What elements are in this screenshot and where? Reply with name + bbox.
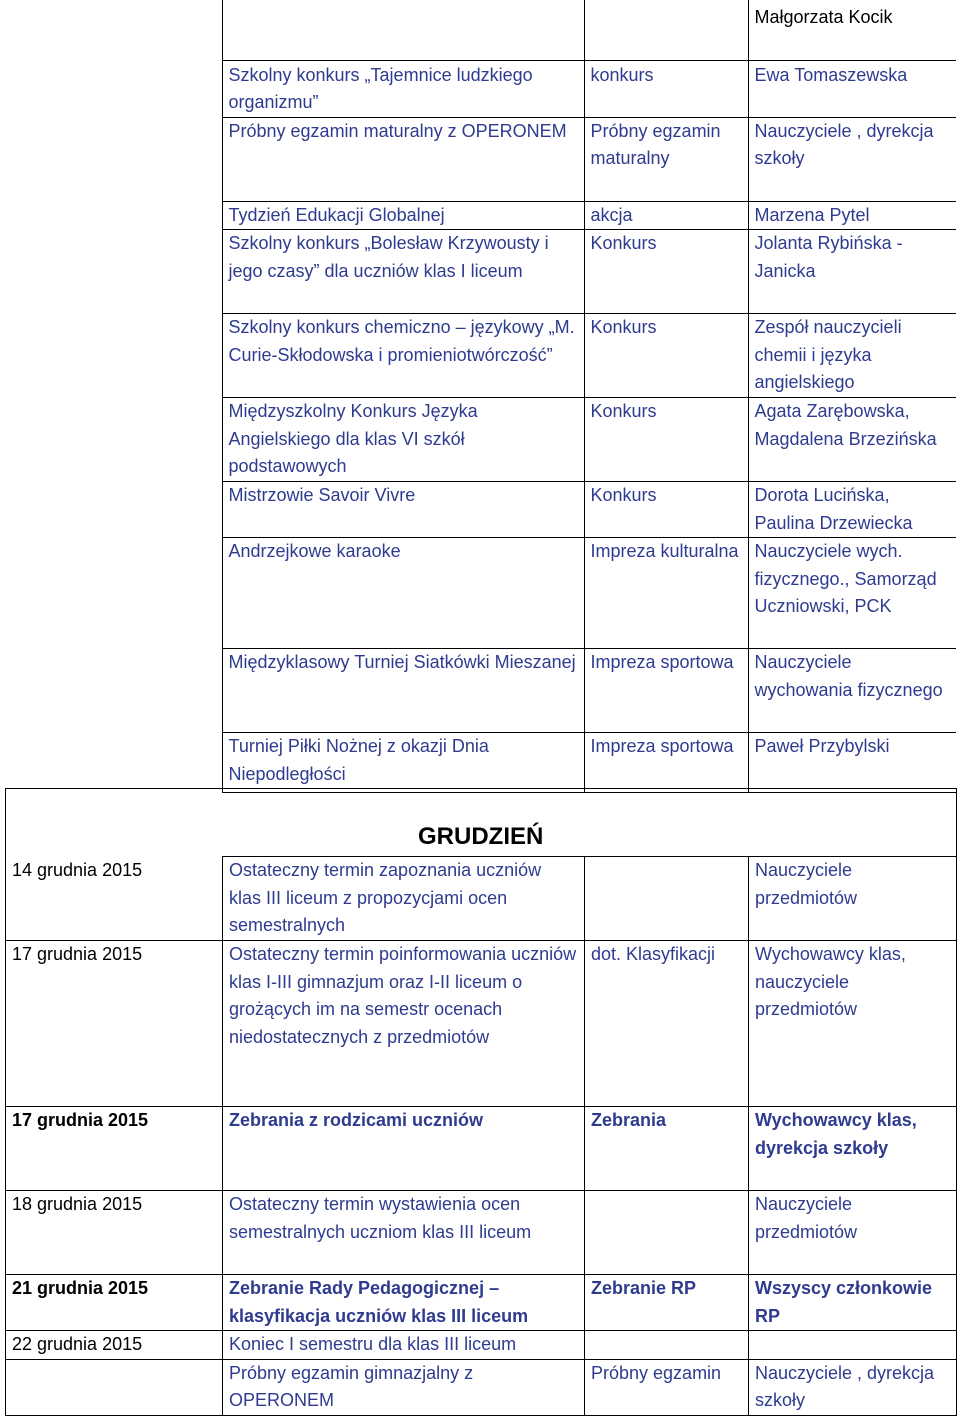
responsible-cell xyxy=(748,649,956,733)
date-cell xyxy=(6,1359,223,1415)
event-cell xyxy=(222,201,584,230)
responsible-cell xyxy=(748,201,956,230)
type-cell xyxy=(585,1359,749,1415)
event-text: Zebrania z rodzicami uczniów xyxy=(229,1110,484,1130)
responsible-cell xyxy=(749,1275,957,1331)
event-text: Koniec I semestru dla klas III liceum xyxy=(229,1334,517,1354)
table-row xyxy=(5,60,956,117)
responsible-text: Marzena Pytel xyxy=(754,204,870,225)
empty-cell xyxy=(584,0,748,60)
event-text: Mistrzowie Savoir Vivre xyxy=(228,485,416,505)
type-cell xyxy=(584,649,748,733)
table-row xyxy=(6,1107,957,1191)
event-cell xyxy=(222,230,584,314)
date-cell xyxy=(6,1331,223,1360)
responsible-text: Nauczyciele wychowania fizycznego xyxy=(754,652,943,700)
responsible-cell xyxy=(748,117,956,201)
responsible-text: Nauczyciele wych. fizycznego., Samorząd Uczniowski, PCK xyxy=(754,541,937,616)
responsible-cell xyxy=(748,482,956,538)
date-text: 14 grudnia 2015 xyxy=(12,859,143,880)
type-cell xyxy=(585,1191,749,1275)
date-cell xyxy=(6,941,223,1107)
date-cell xyxy=(6,1107,223,1191)
table-row xyxy=(5,482,956,538)
table-row xyxy=(6,857,957,941)
type-text: Próbny egzamin maturalny xyxy=(590,120,721,168)
empty-cell xyxy=(5,230,222,314)
responsible-text: Ewa Tomaszewska xyxy=(754,64,908,85)
table-row xyxy=(5,117,956,201)
table-row xyxy=(6,789,957,857)
november-schedule-table xyxy=(5,0,956,793)
type-text: Konkurs xyxy=(590,233,657,253)
date-cell xyxy=(6,1191,223,1275)
event-text: Ostateczny termin zapoznania uczniów klas III liceum z propozycjami ocen semestralnych xyxy=(229,860,542,935)
event-text: Ostateczny termin poinformowania uczniów klas I-III gimnazjum oraz I-II liceum o grożących im na semestr ocenach niedostatecznych z przedmiotów xyxy=(229,944,577,1047)
type-cell xyxy=(585,1107,749,1191)
type-text: Impreza kulturalna xyxy=(590,541,739,561)
table-row xyxy=(5,649,956,733)
type-cell xyxy=(585,1275,749,1331)
table-row xyxy=(6,1331,957,1360)
date-text: 22 grudnia 2015 xyxy=(12,1334,143,1354)
type-cell xyxy=(584,230,748,314)
type-cell xyxy=(584,201,748,230)
responsible-text: Agata Zarębowska, Magdalena Brzezińska xyxy=(754,401,937,449)
responsible-cell xyxy=(749,941,957,1107)
responsible-text: Wychowawcy klas, nauczyciele przedmiotów xyxy=(755,944,906,1019)
type-cell xyxy=(584,60,748,117)
event-text: Szkolny konkurs chemiczno – językowy „M. Curie-Skłodowska i promieniotwórczość” xyxy=(228,317,575,365)
responsible-cell xyxy=(748,0,956,60)
responsible-text: Nauczyciele , dyrekcja szkoły xyxy=(754,120,934,168)
event-text: Międzyszkolny Konkurs Języka Angielskiego dla klas VI szkół podstawowych xyxy=(228,401,478,476)
table-row xyxy=(5,314,956,398)
event-cell xyxy=(223,1107,585,1191)
responsible-cell xyxy=(749,857,957,941)
date-text: 17 grudnia 2015 xyxy=(12,944,143,964)
event-text: Próbny egzamin gimnazjalny z OPERONEM xyxy=(229,1362,474,1410)
event-cell xyxy=(223,941,585,1107)
type-cell xyxy=(585,1331,749,1360)
event-cell xyxy=(222,649,584,733)
empty-cell xyxy=(5,398,222,482)
type-cell xyxy=(584,538,748,649)
event-text: Andrzejkowe karaoke xyxy=(228,541,401,561)
empty-cell xyxy=(222,0,584,60)
table-row xyxy=(5,201,956,230)
event-cell xyxy=(223,1331,585,1360)
responsible-cell xyxy=(748,314,956,398)
section-title: GRUDZIEŃ xyxy=(418,823,544,850)
responsible-cell xyxy=(748,733,956,793)
responsible-text: Jolanta Rybińska - Janicka xyxy=(754,233,903,281)
date-cell xyxy=(6,1275,223,1331)
responsible-cell xyxy=(748,398,956,482)
event-cell xyxy=(223,1359,585,1415)
event-cell xyxy=(223,857,585,941)
event-text: Szkolny konkurs „Tajemnice ludzkiego organizmu” xyxy=(228,64,533,112)
event-cell xyxy=(222,314,584,398)
empty-cell xyxy=(5,482,222,538)
type-text: konkurs xyxy=(590,64,654,85)
table-row xyxy=(6,941,957,1107)
responsible-text: Wszyscy członkowie RP xyxy=(755,1278,933,1326)
table-row xyxy=(5,733,956,793)
event-cell xyxy=(222,117,584,201)
responsible-text: Paweł Przybylski xyxy=(754,736,890,756)
responsible-text: Nauczyciele przedmiotów xyxy=(755,1194,858,1242)
event-cell xyxy=(223,1191,585,1275)
responsible-cell xyxy=(748,60,956,117)
type-text: dot. Klasyfikacji xyxy=(591,944,716,964)
table-row xyxy=(5,0,956,60)
table-row xyxy=(6,1275,957,1331)
type-text: Impreza sportowa xyxy=(590,736,734,756)
table-row xyxy=(6,1359,957,1415)
type-cell xyxy=(584,482,748,538)
december-schedule-table xyxy=(5,788,957,1416)
type-cell xyxy=(585,857,749,941)
date-text: 17 grudnia 2015 xyxy=(12,1110,149,1130)
event-cell xyxy=(222,482,584,538)
event-text: Zebranie Rady Pedagogicznej – klasyfikacja uczniów klas III liceum xyxy=(229,1278,529,1326)
type-cell xyxy=(584,314,748,398)
type-text: Konkurs xyxy=(590,401,657,421)
date-cell xyxy=(6,857,223,941)
empty-cell xyxy=(5,733,222,793)
type-text: Zebrania xyxy=(591,1110,667,1130)
responsible-cell xyxy=(749,1107,957,1191)
event-text: Międzyklasowy Turniej Siatkówki Mieszanej xyxy=(228,652,576,672)
responsible-cell xyxy=(749,1191,957,1275)
table-row xyxy=(5,230,956,314)
event-cell xyxy=(222,538,584,649)
table-row xyxy=(6,1191,957,1275)
empty-cell xyxy=(5,538,222,649)
responsible-text: Nauczyciele przedmiotów xyxy=(755,860,858,908)
type-text: akcja xyxy=(590,204,633,225)
type-text: Zebranie RP xyxy=(591,1278,697,1298)
type-cell xyxy=(585,941,749,1107)
date-text: 21 grudnia 2015 xyxy=(12,1278,149,1298)
event-text: Ostateczny termin wystawienia ocen semestralnych uczniom klas III liceum xyxy=(229,1194,532,1242)
type-cell xyxy=(584,733,748,793)
date-text: 18 grudnia 2015 xyxy=(12,1194,143,1214)
event-text: Próbny egzamin maturalny z OPERONEM xyxy=(228,120,567,141)
event-cell xyxy=(222,733,584,793)
event-text: Turniej Piłki Nożnej z okazji Dnia Niepodległości xyxy=(228,736,489,784)
responsible-text: Dorota Lucińska, Paulina Drzewiecka xyxy=(754,485,913,533)
event-text: Tydzień Edukacji Globalnej xyxy=(228,204,445,225)
empty-cell xyxy=(5,0,222,60)
empty-cell xyxy=(5,60,222,117)
responsible-cell xyxy=(748,230,956,314)
empty-cell xyxy=(5,117,222,201)
table-row xyxy=(5,398,956,482)
type-cell xyxy=(584,398,748,482)
responsible-text: Nauczyciele , dyrekcja szkoły xyxy=(755,1362,935,1410)
event-cell xyxy=(222,398,584,482)
responsible-text: Zespół nauczycieli chemii i języka angielskiego xyxy=(754,317,902,392)
event-cell xyxy=(223,1275,585,1331)
empty-cell xyxy=(5,314,222,398)
type-text: Próbny egzamin xyxy=(591,1362,722,1383)
type-cell xyxy=(584,117,748,201)
event-text: Szkolny konkurs „Bolesław Krzywousty i jego czasy” dla uczniów klas I liceum xyxy=(228,233,549,281)
responsible-text: Małgorzata Kocik xyxy=(754,7,893,27)
table-row xyxy=(5,538,956,649)
type-text: Konkurs xyxy=(590,317,657,337)
responsible-cell xyxy=(749,1331,957,1360)
responsible-cell xyxy=(748,538,956,649)
type-text: Impreza sportowa xyxy=(590,652,734,672)
responsible-text: Wychowawcy klas, dyrekcja szkoły xyxy=(755,1110,917,1158)
responsible-cell xyxy=(749,1359,957,1415)
empty-cell xyxy=(5,201,222,230)
event-cell xyxy=(222,60,584,117)
empty-cell xyxy=(5,649,222,733)
section-heading-cell xyxy=(6,789,957,857)
type-text: Konkurs xyxy=(590,485,657,505)
